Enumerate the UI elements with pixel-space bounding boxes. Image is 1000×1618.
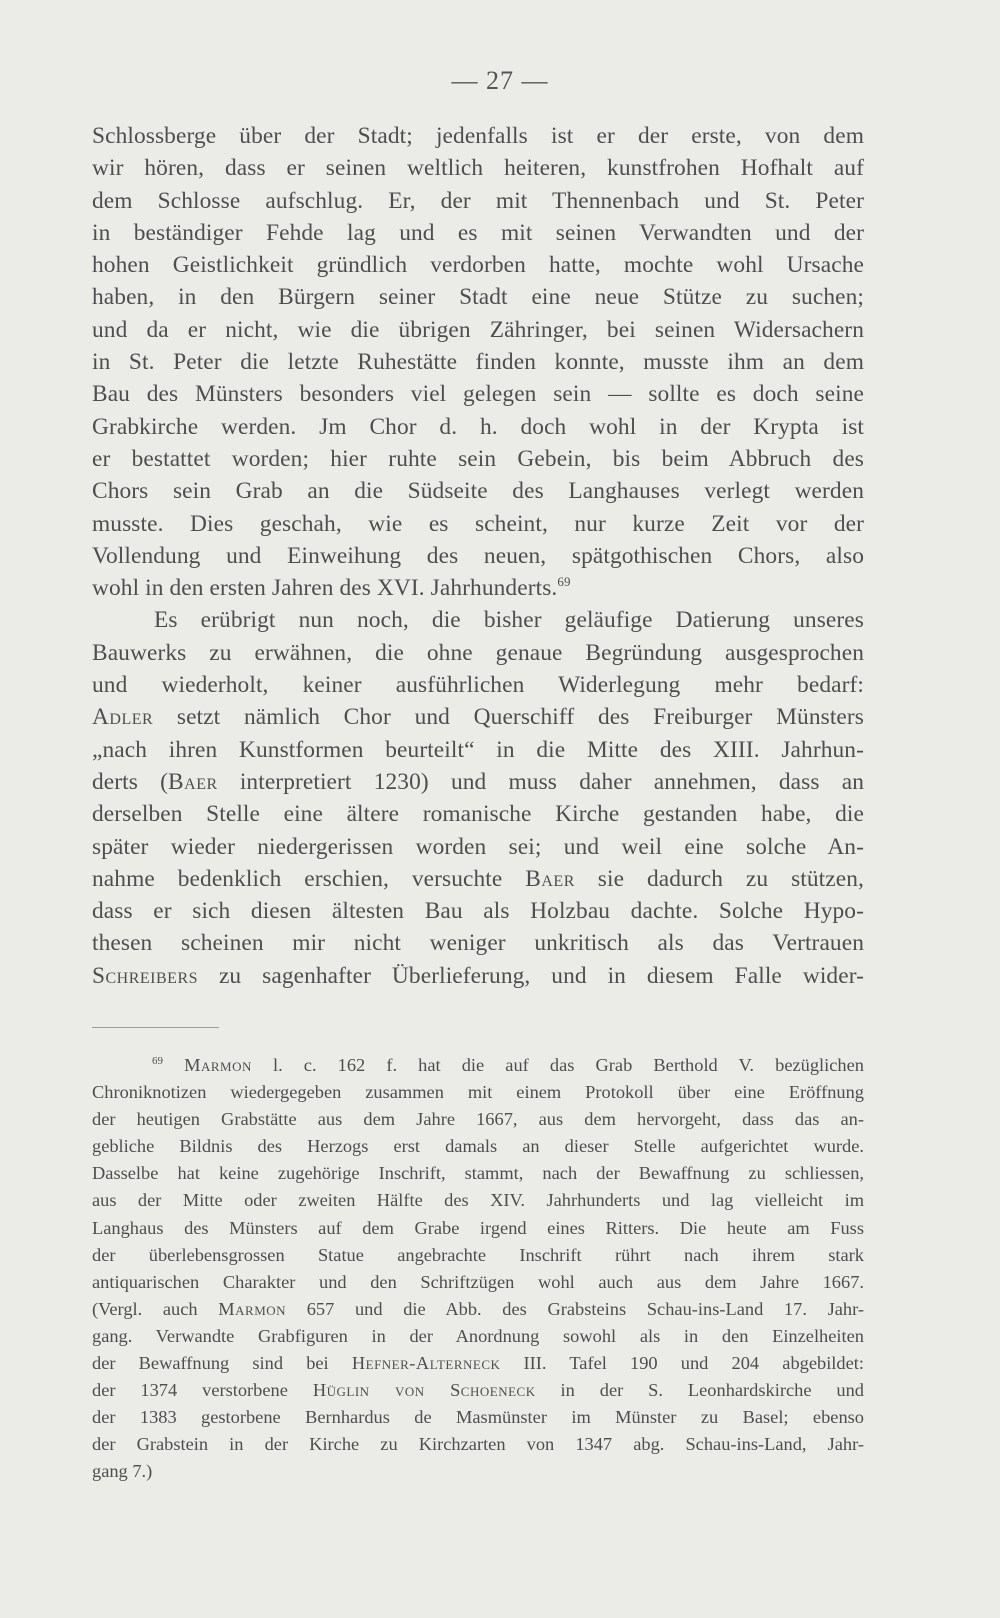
text-segment: interpretiert 1230) und muss daher annehmen, dass an xyxy=(217,768,864,795)
text-segment: setzt nämlich Chor und Querschiff des Freiburger Münsters xyxy=(153,704,864,731)
author-name: Hüglin von Schoeneck xyxy=(312,1380,536,1401)
footnote-line xyxy=(92,1350,864,1377)
text-line xyxy=(92,701,864,733)
text-segment: 657 und die Abb. des Grabsteins Schau-ins-Land 17. Jahr- xyxy=(286,1298,864,1319)
text-line: „nach ihren Kunstformen beurteilt“ in die Mitte des XIII. Jahrhun- xyxy=(92,736,864,763)
text-segment: derts ( xyxy=(92,768,169,795)
text-line xyxy=(92,863,864,895)
text-line: Schlossberge über der Stadt; jedenfalls ist er der erste, von dem xyxy=(92,123,864,149)
text-line: und da er nicht, wie die übrigen Zähringer, bei seinen Widersachern xyxy=(92,316,864,343)
footnote-line: gang 7.) xyxy=(92,1461,153,1482)
text-line: musste. Dies geschah, wie es scheint, nur kurze Zeit vor der xyxy=(92,510,864,537)
text-segment: sie dadurch zu stützen, xyxy=(574,865,864,892)
author-name: Marmon xyxy=(184,1055,252,1075)
footnote-line xyxy=(92,1377,864,1404)
text-segment: in der S. Leonhardskirche und xyxy=(535,1380,865,1401)
text-segment: III. Tafel 190 und 204 abgebildet: xyxy=(500,1353,864,1374)
text-line: und wiederholt, keiner ausführlichen Widerlegung mehr bedarf: xyxy=(92,672,864,699)
text-line: er bestattet worden; hier ruhte sein Gebein, bis beim Abbruch des xyxy=(92,445,864,472)
main-text xyxy=(92,120,864,992)
footnote-line xyxy=(92,1296,864,1323)
author-name: Baer xyxy=(168,768,218,795)
text-line: Es erübrigt nun noch, die bisher geläufige Datierung unseres xyxy=(154,607,864,634)
footnote-line: der Grabstein in der Kirche zu Kirchzarten von 1347 abg. Schau-ins-Land, Jahr- xyxy=(92,1434,864,1455)
text-line: Grabkirche werden. Jm Chor d. h. doch wohl in der Krypta ist xyxy=(92,413,864,440)
text-line: derselben Stelle eine ältere romanische Kirche gestanden habe, die xyxy=(92,801,864,828)
text-line: in beständiger Fehde lag und es mit seinen Verwandten und der xyxy=(92,219,864,246)
text-line xyxy=(92,960,864,992)
text-segment: (Vergl. auch xyxy=(92,1298,219,1319)
text-line: in St. Peter die letzte Ruhestätte finden konnte, musste ihm an dem xyxy=(92,349,864,376)
text-line: thesen scheinen mir nicht weniger unkritisch als das Vertrauen xyxy=(92,930,864,957)
text-segment: wohl in den ersten Jahren des XVI. Jahrhunderts. xyxy=(92,575,558,602)
author-name: Adler xyxy=(92,704,154,731)
footnote-line: Dasselbe hat keine zugehörige Inschrift, stammt, nach der Bewaffnung zu schliessen, xyxy=(92,1163,864,1184)
footnote-line: der überlebensgrossen Statue angebrachte Inschrift rührt nach ihrem stark xyxy=(92,1244,864,1265)
text-segment: der Bewaffnung sind bei xyxy=(92,1353,352,1374)
footnote-line: der 1383 gestorbene Bernhardus de Masmünster im Münster zu Basel; ebenso xyxy=(92,1407,864,1428)
author-name: Baer xyxy=(525,865,575,892)
page-number: — 27 — xyxy=(451,66,549,95)
text-line: dass er sich diesen ältesten Bau als Holzbau dachte. Solche Hypo- xyxy=(92,898,864,925)
text-line: dem Schlosse aufschlug. Er, der mit Thennenbach und St. Peter xyxy=(92,187,864,214)
text-line: hohen Geistlichkeit gründlich verdorben hatte, mochte wohl Ursache xyxy=(92,252,864,279)
footnote-line xyxy=(92,1052,864,1079)
text-line xyxy=(92,572,864,604)
author-name: Marmon xyxy=(218,1298,287,1319)
text-segment: zu sagenhafter Überlieferung, und in diesem Falle wider- xyxy=(198,962,864,989)
footnote-line: Langhaus des Münsters auf dem Grabe irgend eines Ritters. Die heute am Fuss xyxy=(92,1217,864,1238)
text-line: später wieder niedergerissen worden sei; und weil eine solche An- xyxy=(92,833,864,860)
footnote-line: der heutigen Grabstätte aus dem Jahre 1667, aus dem hervorgeht, dass das an- xyxy=(92,1109,864,1130)
text-line xyxy=(92,766,864,798)
footnote-line: gebliche Bildnis des Herzogs erst damals an dieser Stelle aufgerichtet wurde. xyxy=(92,1136,864,1157)
text-line: Bauwerks zu erwähnen, die ohne genaue Begründung ausgesprochen xyxy=(92,639,864,666)
text-line: wir hören, dass er seinen weltlich heiteren, kunstfrohen Hofhalt auf xyxy=(92,155,864,182)
footnote-number: 69 xyxy=(152,1055,163,1067)
footnote-divider xyxy=(92,1027,219,1028)
footnote-reference[interactable]: 69 xyxy=(557,574,571,590)
author-name: Schreibers xyxy=(92,962,199,989)
footnote-line: aus der Mitte oder zweiten Hälfte des XIV. Jahrhunderts und lag vielleicht im xyxy=(92,1190,864,1211)
text-segment: nahme bedenklich erschien, versuchte xyxy=(92,865,526,892)
text-line: Bau des Münsters besonders viel gelegen sein — sollte es doch seine xyxy=(92,381,864,408)
footnote-line: gang. Verwandte Grabfiguren in der Anordnung sowohl als in den Einzelheiten xyxy=(92,1325,864,1346)
author-name: Hefner-Alterneck xyxy=(351,1353,501,1374)
footnote-block xyxy=(92,1052,864,1486)
footnote-line: antiquarischen Charakter und den Schriftzügen wohl auch aus dem Jahre 1667. xyxy=(92,1271,864,1292)
text-segment: l. c. 162 f. hat die auf das Grab Berthold V. bezüglichen xyxy=(251,1055,864,1075)
text-line: Vollendung und Einweihung des neuen, spätgothischen Chors, also xyxy=(92,542,864,569)
text-segment: der 1374 verstorbene xyxy=(92,1380,313,1401)
text-line: haben, in den Bürgern seiner Stadt eine neue Stütze zu suchen; xyxy=(92,284,864,311)
text-line: Chors sein Grab an die Südseite des Langhauses verlegt werden xyxy=(92,478,864,505)
footnote-line: Chroniknotizen wiedergegeben zusammen mit einem Protokoll über eine Eröffnung xyxy=(92,1082,864,1103)
